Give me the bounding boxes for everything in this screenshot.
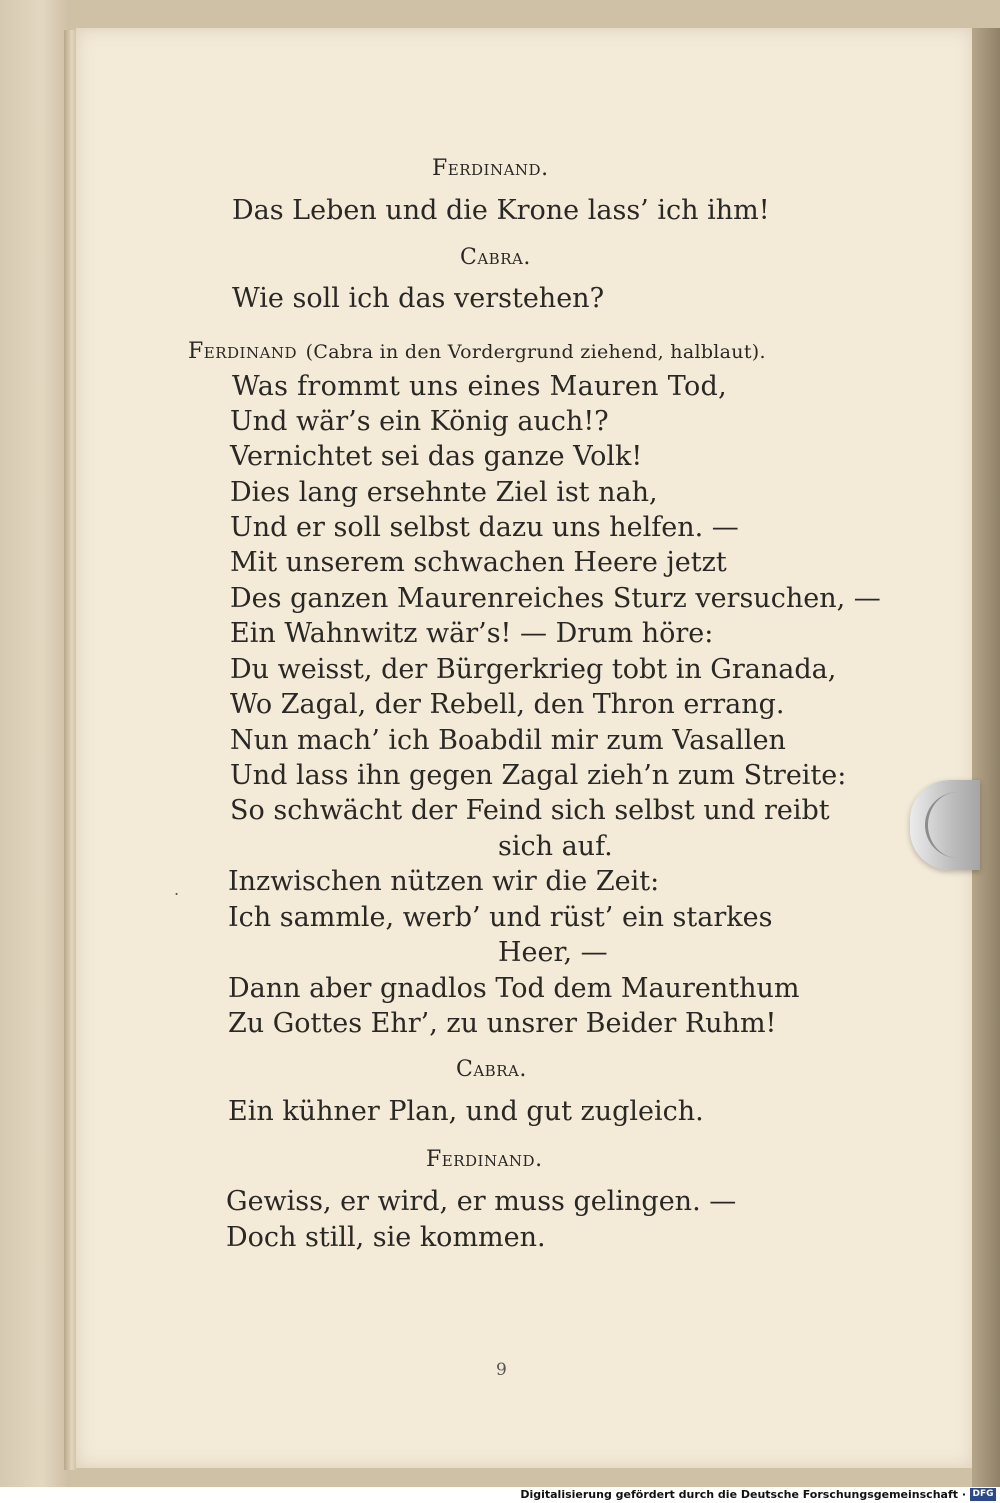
speaker-heading: Cabra. — [460, 245, 531, 270]
verse-line: Doch still, sie kommen. — [226, 1222, 546, 1253]
verse-line: Dies lang ersehnte Ziel ist nah, — [230, 477, 658, 508]
verse-line: Das Leben und die Krone lass’ ich ihm! — [232, 195, 770, 226]
stray-mark: . — [174, 880, 180, 899]
verse-line: Des ganzen Maurenreiches Sturz versuchen, — — [230, 583, 881, 614]
verse-line: Ich sammle, werb’ und rüst’ ein starkes — [228, 902, 773, 933]
footer-credit: Digitalisierung gefördert durch die Deutsche Forschungsgemeinschaft · — [520, 1488, 966, 1501]
verse-line: Nun mach’ ich Boabdil mir zum Vasallen — [230, 725, 786, 756]
verse-line: Und er soll selbst dazu uns helfen. — — [230, 512, 739, 543]
speaker-heading: Ferdinand. — [426, 1147, 543, 1172]
verse-line: Vernichtet sei das ganze Volk! — [230, 441, 643, 472]
footer-credit-bar — [0, 1487, 1000, 1503]
verse-line: So schwächt der Feind sich selbst und reibt — [230, 795, 830, 826]
verse-line: Ein Wahnwitz wär’s! — Drum höre: — [230, 618, 714, 649]
verse-line: Wie soll ich das verstehen? — [232, 283, 605, 314]
verse-line: Inzwischen nützen wir die Zeit: — [228, 866, 660, 897]
speaker-name: Ferdinand — [188, 339, 298, 364]
verse-line-continuation: Heer, — — [498, 937, 608, 968]
dfg-logo: DFG — [970, 1488, 996, 1501]
page-number: 9 — [496, 1360, 507, 1380]
speaker-heading: Ferdinand. — [432, 156, 549, 181]
verse-line: Was frommt uns eines Mauren Tod, — [232, 371, 727, 402]
verse-line: Mit unserem schwachen Heere jetzt — [230, 547, 727, 578]
verse-line: Ein kühner Plan, und gut zugleich. — [228, 1096, 704, 1127]
verse-line: Und lass ihn gegen Zagal zieh’n zum Streite: — [230, 760, 847, 791]
verse-line: Zu Gottes Ehr’, zu unsrer Beider Ruhm! — [228, 1008, 777, 1039]
verse-line: Wo Zagal, der Rebell, den Thron errang. — [230, 689, 785, 720]
verse-line: Und wär’s ein König auch!? — [230, 406, 609, 437]
speaker-heading: Cabra. — [456, 1057, 527, 1082]
verse-line: Gewiss, er wird, er muss gelingen. — — [226, 1186, 737, 1217]
verse-line: Du weisst, der Bürgerkrieg tobt in Granada, — [230, 654, 837, 685]
verse-line: Dann aber gnadlos Tod dem Maurenthum — [228, 973, 800, 1004]
speaker-with-direction — [188, 336, 766, 363]
verse-line-continuation: sich auf. — [498, 831, 613, 862]
stage-direction: (Cabra in den Vordergrund ziehend, halblaut). — [305, 341, 766, 363]
